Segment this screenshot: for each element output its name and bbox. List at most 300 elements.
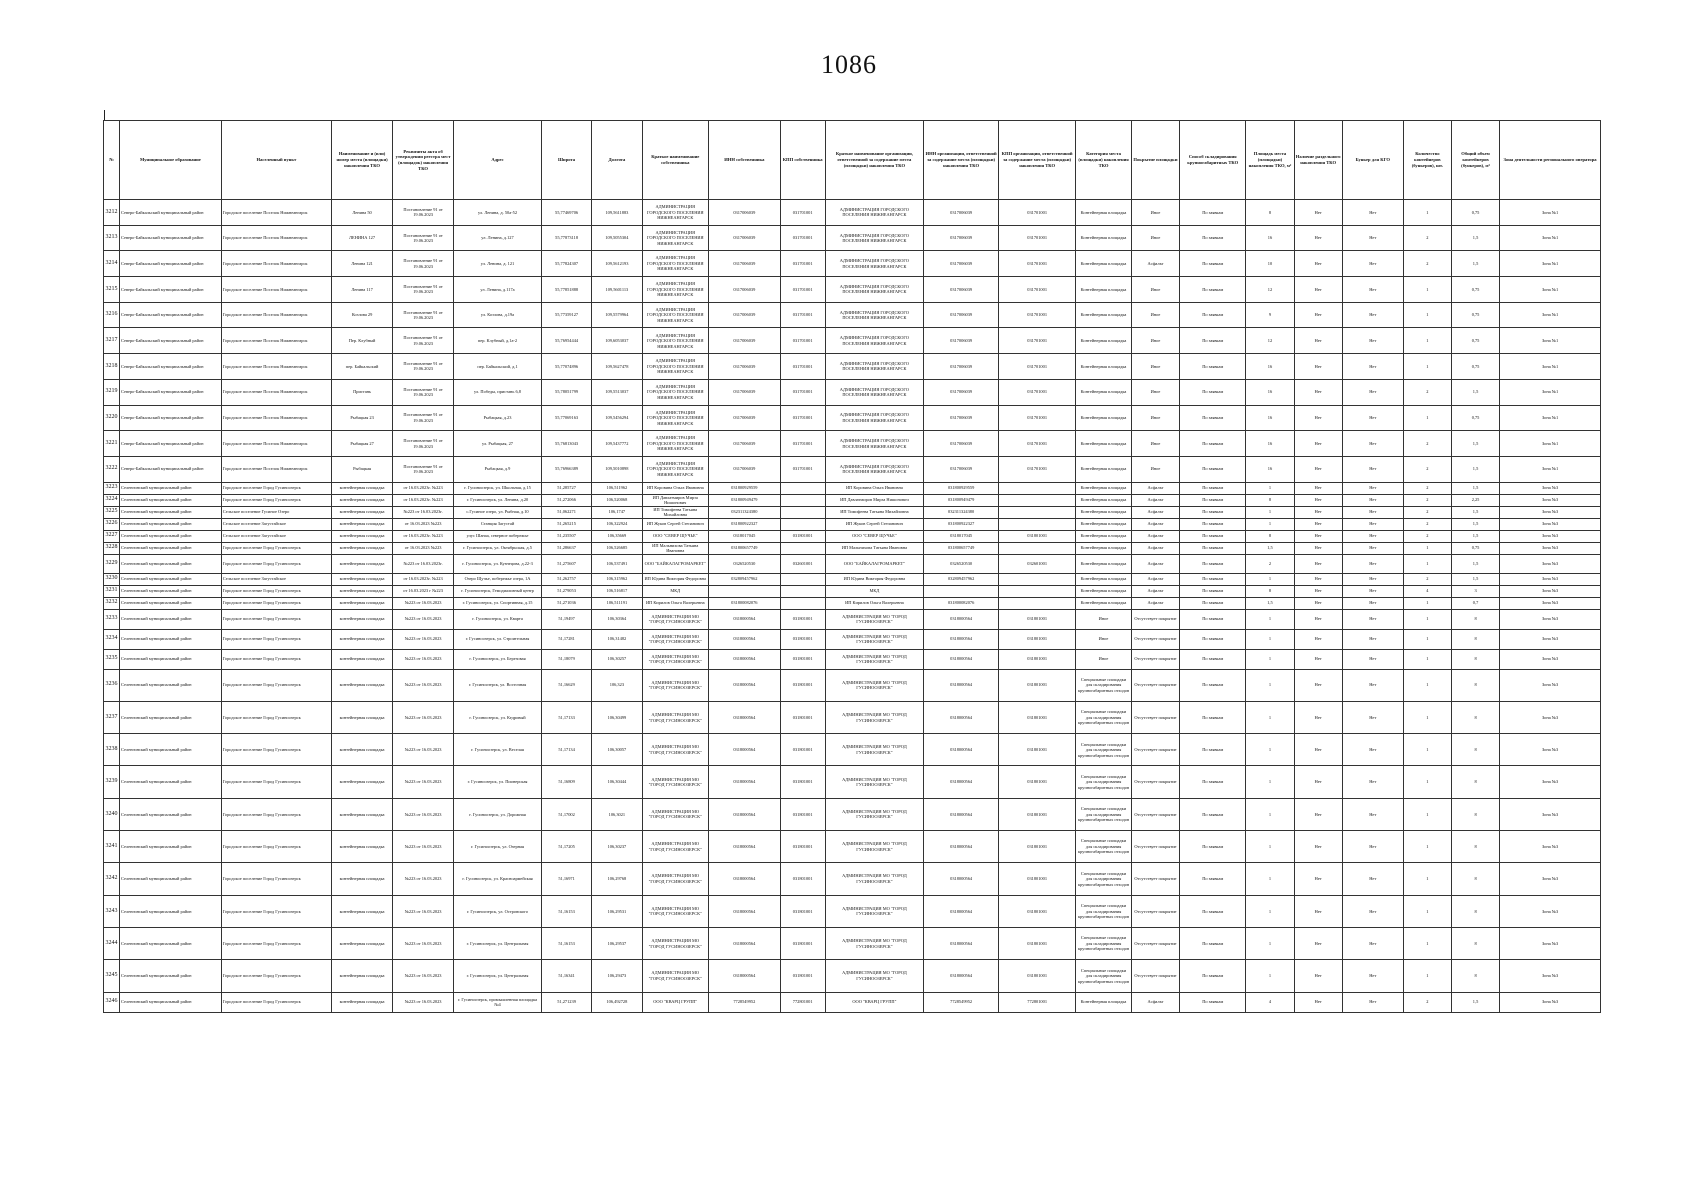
table-cell: ИП Жуков Сергей Степанович — [825, 518, 924, 530]
table-cell: Нет — [1294, 530, 1342, 542]
table-cell: Иное — [1131, 379, 1179, 405]
table-cell: 8 — [1451, 669, 1499, 701]
table-cell: АДМИНИСТРАЦИЯ МО "ГОРОД ГУСИНООЗЕРСК" — [825, 960, 924, 992]
table-body — [104, 200, 1601, 1013]
table-cell: 106,35669 — [592, 530, 642, 542]
table-cell: Городское поселение Город Гусиноозерск — [221, 585, 331, 597]
table-cell: 0,75 — [1451, 405, 1499, 431]
table-cell: 031801001 — [999, 629, 1076, 649]
table-cell: 031801001 — [999, 798, 1076, 830]
table-cell: 0,75 — [1451, 277, 1499, 303]
table-cell: АДМИНИСТРАЦИЯ ГОРОДСКОГО ПОСЕЛЕНИЯ НИЖНЕАНГАРСК — [825, 328, 924, 354]
table-cell: 8 — [1451, 927, 1499, 959]
table-cell: 772801001 — [999, 992, 1076, 1012]
table-cell — [999, 585, 1076, 597]
table-cell: ул. Ленина, д. 121 — [454, 251, 542, 277]
table-cell: Контейнерная площадка — [1076, 992, 1132, 1012]
table-cell: 0318000564 — [708, 734, 780, 766]
table-cell: 1,5 — [1451, 554, 1499, 573]
table-row — [104, 482, 1601, 494]
table-cell: АДМИНИСТРАЦИЯ МО "ГОРОД ГУСИНООЗЕРСК" — [825, 766, 924, 798]
table-cell: Городское поселение Поселок Нижнеангарск — [221, 405, 331, 431]
table-cell: Постановление 91 от 19.06.2023 — [393, 379, 454, 405]
table-cell: Городское поселение Поселок Нижнеангарск — [221, 456, 331, 482]
table-cell: ИП Давлатмиров Мирза Нишонович — [642, 494, 708, 506]
table-row — [104, 629, 1601, 649]
table-cell: 51,17205 — [541, 831, 591, 863]
table-cell: Нет — [1342, 609, 1403, 629]
table-cell: Городское поселение Поселок Нижнеангарск — [221, 431, 331, 457]
table-cell: 031701001 — [780, 328, 825, 354]
table-cell: Нет — [1342, 701, 1403, 733]
table-cell: 0318000564 — [708, 895, 780, 927]
table-cell: 51,16629 — [541, 669, 591, 701]
table-cell: Отсутствует покрытие — [1131, 649, 1179, 669]
table-cell: По заявкам — [1180, 379, 1246, 405]
table-row — [104, 798, 1601, 830]
table-cell: Городское поселение Город Гусиноозерск — [221, 669, 331, 701]
table-cell: 12 — [1246, 328, 1294, 354]
table-cell: Постановление 91 от 19.06.2023 — [393, 302, 454, 328]
table-cell: Зона №3 — [1500, 766, 1601, 798]
table-cell — [999, 482, 1076, 494]
table-cell: Нет — [1294, 456, 1342, 482]
table-cell: 109,5627478 — [592, 354, 642, 380]
table-cell: По заявкам — [1180, 766, 1246, 798]
table-cell: контейнерная площадка — [332, 554, 393, 573]
table-cell: Нет — [1342, 482, 1403, 494]
table-cell: г. Гусиноозерск, ул. Октябрьская, д.5 — [454, 542, 542, 554]
row-number-cell: 3224 — [104, 494, 120, 506]
row-number-cell: 3236 — [104, 669, 120, 701]
table-cell: Постановление 91 от 19.06.2023 — [393, 456, 454, 482]
table-row — [104, 649, 1601, 669]
table-cell: 1 — [1403, 609, 1451, 629]
table-cell: Нет — [1342, 431, 1403, 457]
table-cell: Рыбацкая 27 — [332, 431, 393, 457]
table-cell: Зона №3 — [1500, 597, 1601, 609]
table-cell: По заявкам — [1180, 585, 1246, 597]
table-cell: 0318000564 — [708, 927, 780, 959]
table-cell: Нет — [1342, 669, 1403, 701]
table-cell: АДМИНИСТРАЦИЯ ГОРОДСКОГО ПОСЕЛЕНИЯ НИЖНЕАНГАРСК — [825, 251, 924, 277]
column-header: Покрытие площадки — [1131, 121, 1179, 200]
table-cell: контейнерная площадка — [332, 960, 393, 992]
table-cell: 031801001 — [780, 798, 825, 830]
table-cell: Иное — [1076, 629, 1132, 649]
table-cell: 0318000564 — [924, 927, 999, 959]
table-cell: Асфальт — [1131, 573, 1179, 585]
table-cell: Зона №1 — [1500, 456, 1601, 482]
row-number-cell: 3227 — [104, 530, 120, 542]
table-cell: 0317006039 — [708, 379, 780, 405]
table-cell: 031701001 — [780, 200, 825, 226]
table-cell: ИП Кирилов Ольга Валерьевна — [825, 597, 924, 609]
table-cell: Отсутствует покрытие — [1131, 629, 1179, 649]
table-cell: Отсутствует покрытие — [1131, 798, 1179, 830]
table-cell: 1,5 — [1451, 456, 1499, 482]
table-row — [104, 609, 1601, 629]
table-cell: №223 от 16.03.2023 — [393, 669, 454, 701]
table-cell — [780, 573, 825, 585]
table-row — [104, 302, 1601, 328]
table-cell: По заявкам — [1180, 649, 1246, 669]
table-cell: 106,30237 — [592, 831, 642, 863]
table-cell: Нет — [1342, 895, 1403, 927]
table-cell — [999, 518, 1076, 530]
table-cell: 106,492728 — [592, 992, 642, 1012]
table-cell: 1 — [1246, 609, 1294, 629]
table-cell: Контейнерная площадка — [1076, 573, 1132, 585]
row-number-cell: 3223 — [104, 482, 120, 494]
table-cell: 0317006039 — [924, 379, 999, 405]
row-number-cell: 3246 — [104, 992, 120, 1012]
table-cell: 2 — [1403, 506, 1451, 518]
table-cell: Пристань — [332, 379, 393, 405]
table-cell: По заявкам — [1180, 542, 1246, 554]
table-cell: По заявкам — [1180, 831, 1246, 863]
table-cell: Нет — [1342, 766, 1403, 798]
table-cell: 0317006039 — [924, 200, 999, 226]
table-cell: Сельское поселение Загустайское — [221, 518, 331, 530]
table-cell: 0,75 — [1451, 328, 1499, 354]
table-row — [104, 277, 1601, 303]
table-cell: Селенгинский муниципальный район — [120, 554, 222, 573]
table-cell: ИП Мальнихова Татьяна Ивановна — [825, 542, 924, 554]
table-cell: пер. Байкальский — [332, 354, 393, 380]
table-cell: 109,5437772 — [592, 431, 642, 457]
column-header: Количество контейнеров (бункеров), шт. — [1403, 121, 1451, 200]
table-cell: 12 — [1246, 277, 1294, 303]
table-cell: Нет — [1294, 585, 1342, 597]
table-cell: 8 — [1451, 798, 1499, 830]
column-header: ИНН организации, ответственной за содержание места (площадки) накопления ТКО — [924, 121, 999, 200]
table-cell: №223 от 16.03.2023 — [393, 766, 454, 798]
table-cell: Иное — [1131, 328, 1179, 354]
table-cell — [780, 597, 825, 609]
table-cell — [999, 573, 1076, 585]
table-cell: №223 от 16.03.2023 — [393, 992, 454, 1012]
column-header: Краткое наименование организации, ответственной за содержание места (площадки) накопления ТКО — [825, 121, 924, 200]
table-cell: Контейнерная площадка — [1076, 354, 1132, 380]
table-cell: 031701001 — [999, 354, 1076, 380]
table-cell: контейнерная площадка — [332, 701, 393, 733]
table-cell: 031701001 — [999, 225, 1076, 251]
table-cell: 51,17133 — [541, 701, 591, 733]
table-cell: контейнерная площадка — [332, 831, 393, 863]
table-cell: 031701001 — [999, 328, 1076, 354]
table-cell — [999, 542, 1076, 554]
table-cell: 106,1747 — [592, 506, 642, 518]
table-cell: 51,062271 — [541, 506, 591, 518]
header-row — [104, 121, 1601, 200]
table-cell: 8 — [1451, 831, 1499, 863]
table-cell: 0318000564 — [924, 649, 999, 669]
table-cell: Нет — [1342, 277, 1403, 303]
table-cell — [780, 585, 825, 597]
table-cell: 031701001 — [999, 277, 1076, 303]
table-cell: По заявкам — [1180, 734, 1246, 766]
column-header: Муниципальное образование — [120, 121, 222, 200]
column-header: Зона деятельности регионального оператора — [1500, 121, 1601, 200]
table-cell: 1 — [1403, 831, 1451, 863]
table-cell: №223 от 16.03.2023 — [393, 609, 454, 629]
table-cell: контейнерная площадка — [332, 542, 393, 554]
table-cell: АДМИНИСТРАЦИЯ МО "ГОРОД ГУСИНООЗЕРСК" — [825, 649, 924, 669]
table-cell: Контейнерная площадка — [1076, 277, 1132, 303]
table-cell: с.Гусиное озеро, ул. Рыбная, д.10 — [454, 506, 542, 518]
table-cell: Селенгинский муниципальный район — [120, 629, 222, 649]
table-cell: АДМИНИСТРАЦИЯ МО "ГОРОД ГУСИНООЗЕРСК" — [642, 649, 708, 669]
table-cell: №223 от 16.03.2023 — [393, 649, 454, 669]
table-cell: 0,75 — [1451, 200, 1499, 226]
table-cell: Городское поселение Город Гусиноозерск — [221, 895, 331, 927]
table-cell: 51,271036 — [541, 597, 591, 609]
table-cell: Специальные площадки для складирования крупногабаритных отходов — [1076, 798, 1132, 830]
table-cell: 8 — [1451, 895, 1499, 927]
table-cell: ИП Давлатмиров Мирза Нишонович — [825, 494, 924, 506]
table-cell: 2 — [1246, 554, 1294, 573]
table-cell: АДМИНИСТРАЦИЯ МО "ГОРОД ГУСИНООЗЕРСК" — [825, 701, 924, 733]
table-cell — [924, 585, 999, 597]
table-cell: 109,5611883 — [592, 200, 642, 226]
table-cell: контейнерная площадка — [332, 506, 393, 518]
table-cell: 0318000564 — [708, 669, 780, 701]
table-cell: АДМИНИСТРАЦИЯ ГОРОДСКОГО ПОСЕЛЕНИЯ НИЖНЕАНГАРСК — [825, 405, 924, 431]
table-cell: №223 от 16.03.2023 — [393, 798, 454, 830]
table-cell: Иное — [1131, 431, 1179, 457]
table-cell: 1 — [1403, 895, 1451, 927]
table-cell: 1 — [1403, 863, 1451, 895]
table-cell: Зона №3 — [1500, 669, 1601, 701]
table-cell: пер. Клубный, д.1а-2 — [454, 328, 542, 354]
row-number-cell: 3232 — [104, 597, 120, 609]
table-cell: 031800657749 — [924, 542, 999, 554]
table-cell: ООО "БАЙКАЛАГРОМАРКЕТ" — [825, 554, 924, 573]
table-cell: Зона №3 — [1500, 482, 1601, 494]
table-cell: По заявкам — [1180, 895, 1246, 927]
table-row — [104, 734, 1601, 766]
table-row — [104, 456, 1601, 482]
table-cell: №223 от 16.03.2023г. — [393, 554, 454, 573]
table-cell: г. Гусиноозерск, промышленная площадка №4 — [454, 992, 542, 1012]
table-cell: Сельское поселение Загустайское — [221, 530, 331, 542]
table-cell: 031800922327 — [924, 518, 999, 530]
table-row — [104, 225, 1601, 251]
row-number-cell: 3235 — [104, 649, 120, 669]
table-cell: Зона №3 — [1500, 609, 1601, 629]
table-cell: По заявкам — [1180, 328, 1246, 354]
table-cell: Нет — [1342, 542, 1403, 554]
row-number-cell: 3222 — [104, 456, 120, 482]
table-cell: 0318000564 — [924, 766, 999, 798]
table-cell: Нет — [1342, 554, 1403, 573]
table-cell: 031801001 — [780, 609, 825, 629]
table-cell: №223 от 16.03.2023 — [393, 831, 454, 863]
table-cell: 1 — [1403, 669, 1451, 701]
table-cell: 031701001 — [999, 405, 1076, 431]
table-cell: 2 — [1403, 431, 1451, 457]
table-cell: Зона №1 — [1500, 302, 1601, 328]
table-cell: Нет — [1294, 518, 1342, 530]
column-header: Общий объем контейнеров (бункеров), м³ — [1451, 121, 1499, 200]
table-cell: 1 — [1246, 518, 1294, 530]
table-cell: Рыбацкая 23 — [332, 405, 393, 431]
table-cell: Асфальт — [1131, 554, 1179, 573]
table-cell: 55,77873118 — [541, 225, 591, 251]
table-cell: от 16.03.2023 г №223 — [393, 585, 454, 597]
row-number-cell: 3233 — [104, 609, 120, 629]
table-cell: Селенгинский муниципальный район — [120, 927, 222, 959]
table-cell: Контейнерная площадка — [1076, 518, 1132, 530]
table-cell: 51,17002 — [541, 798, 591, 830]
column-header: Долгота — [592, 121, 642, 200]
table-cell: 2 — [1403, 530, 1451, 542]
table-cell: 031800082076 — [924, 597, 999, 609]
table-cell: Городское поселение Город Гусиноозерск — [221, 863, 331, 895]
table-cell: Отсутствует покрытие — [1131, 701, 1179, 733]
column-header: Наименование и (или) номер места (площадки) накопления ТКО — [332, 121, 393, 200]
table-cell: 106,526685 — [592, 542, 642, 554]
table-cell: 0318000564 — [924, 669, 999, 701]
table-cell: По заявкам — [1180, 798, 1246, 830]
table-cell: 109,5010898 — [592, 456, 642, 482]
table-cell: АДМИНИСТРАЦИЯ МО "ГОРОД ГУСИНООЗЕРСК" — [825, 831, 924, 863]
page-number: 1086 — [821, 50, 877, 79]
table-cell: 031801001 — [780, 960, 825, 992]
table-cell: 0317006039 — [708, 277, 780, 303]
table-row — [104, 597, 1601, 609]
table-cell: 031801001 — [999, 895, 1076, 927]
table-cell: 031701001 — [780, 354, 825, 380]
table-cell: 031701001 — [999, 302, 1076, 328]
table-cell: Северо-Байкальский муниципальный район — [120, 379, 222, 405]
table-cell: АДМИНИСТРАЦИЯ ГОРОДСКОГО ПОСЕЛЕНИЯ НИЖНЕАНГАРСК — [642, 302, 708, 328]
table-cell: 109,5579964 — [592, 302, 642, 328]
table-cell: 51,17281 — [541, 629, 591, 649]
table-cell: Северо-Байкальский муниципальный район — [120, 431, 222, 457]
table-cell: Селенгинский муниципальный район — [120, 482, 222, 494]
table-cell: Городское поселение Город Гусиноозерск — [221, 629, 331, 649]
table-cell: 55,76954444 — [541, 328, 591, 354]
table-cell: Городское поселение Город Гусиноозерск — [221, 554, 331, 573]
table-cell: Специальные площадки для складирования крупногабаритных отходов — [1076, 734, 1132, 766]
table-cell: Асфальт — [1131, 518, 1179, 530]
table-cell: 106,520068 — [592, 494, 642, 506]
table-cell: 1 — [1246, 798, 1294, 830]
table-cell: 1,5 — [1451, 379, 1499, 405]
table-cell: Асфальт — [1131, 542, 1179, 554]
column-header: Краткое наименование собственника — [642, 121, 708, 200]
table-cell: Отсутствует покрытие — [1131, 766, 1179, 798]
table-cell: По заявкам — [1180, 573, 1246, 585]
table-cell: АДМИНИСТРАЦИЯ ГОРОДСКОГО ПОСЕЛЕНИЯ НИЖНЕАНГАРСК — [825, 456, 924, 482]
table-cell: Постановление 91 от 19.06.2023 — [393, 354, 454, 380]
table-cell: 55,77069163 — [541, 405, 591, 431]
table-cell: Зона №3 — [1500, 494, 1601, 506]
table-cell: АДМИНИСТРАЦИЯ МО "ГОРОД ГУСИНООЗЕРСК" — [642, 701, 708, 733]
table-cell — [780, 482, 825, 494]
table-cell: Нет — [1342, 927, 1403, 959]
table-cell: АДМИНИСТРАЦИЯ ГОРОДСКОГО ПОСЕЛЕНИЯ НИЖНЕАНГАРСК — [642, 379, 708, 405]
table-cell: 109,5513037 — [592, 379, 642, 405]
table-cell: Городское поселение Город Гусиноозерск — [221, 494, 331, 506]
table-cell: Селенгинский муниципальный район — [120, 863, 222, 895]
table-cell: от 16.03.2023г. №223 — [393, 573, 454, 585]
table-cell: 031801001 — [999, 669, 1076, 701]
table-cell: 031801001 — [780, 863, 825, 895]
table-cell: АДМИНИСТРАЦИЯ ГОРОДСКОГО ПОСЕЛЕНИЯ НИЖНЕАНГАРСК — [825, 354, 924, 380]
table-cell: По заявкам — [1180, 506, 1246, 518]
table-cell: По заявкам — [1180, 405, 1246, 431]
row-number-cell: 3215 — [104, 277, 120, 303]
table-cell: Зона №3 — [1500, 831, 1601, 863]
table-cell: 0318000564 — [924, 798, 999, 830]
table-cell: г. Гусиноозерск, ул. Кедровый — [454, 701, 542, 733]
table-cell: Нет — [1342, 597, 1403, 609]
table-cell: 0317006039 — [924, 431, 999, 457]
table-cell: Асфальт — [1131, 494, 1179, 506]
table-cell: 109,5055304 — [592, 225, 642, 251]
table-cell: 2 — [1403, 456, 1451, 482]
table-cell: 106,511962 — [592, 482, 642, 494]
table-cell: Городское поселение Город Гусиноозерск — [221, 927, 331, 959]
table-cell: Асфальт — [1131, 506, 1179, 518]
table-cell: г. Гусиноозерск, ул. Кварта — [454, 609, 542, 629]
table-cell: АДМИНИСТРАЦИЯ ГОРОДСКОГО ПОСЕЛЕНИЯ НИЖНЕАНГАРСК — [642, 354, 708, 380]
table-cell: №223 от 16.03.2023 — [393, 927, 454, 959]
table-cell: 7728549952 — [708, 992, 780, 1012]
table-cell: 106,29473 — [592, 960, 642, 992]
table-cell: г. Гусиноозерск, ул. Центральная — [454, 960, 542, 992]
table-cell: Селенгинский муниципальный район — [120, 542, 222, 554]
table-cell: 51,16153 — [541, 895, 591, 927]
table-cell: 0317006039 — [708, 225, 780, 251]
margin-rule — [104, 110, 105, 120]
table-cell: Зона №3 — [1500, 960, 1601, 992]
table-cell: Нет — [1294, 302, 1342, 328]
table-cell: Иное — [1076, 649, 1132, 669]
row-number-cell: 3218 — [104, 354, 120, 380]
table-cell: 106,3021 — [592, 798, 642, 830]
table-cell: Селенгинский муниципальный район — [120, 494, 222, 506]
table-cell: ООО "КВАРЦ ГРУПП" — [825, 992, 924, 1012]
table-cell: ЛЕНИНА 127 — [332, 225, 393, 251]
table-cell: 0,75 — [1451, 302, 1499, 328]
table-cell: 0318000564 — [708, 831, 780, 863]
table-cell: Городское поселение Город Гусиноозерск — [221, 701, 331, 733]
table-cell: Зона №3 — [1500, 585, 1601, 597]
table-cell: Контейнерная площадка — [1076, 494, 1132, 506]
row-number-cell: 3229 — [104, 554, 120, 573]
table-cell: 1,5 — [1451, 506, 1499, 518]
table-cell: 031800922327 — [708, 518, 780, 530]
column-header: Способ складирования крупногабаритных ТКО — [1180, 121, 1246, 200]
table-cell: Селенгинский муниципальный район — [120, 734, 222, 766]
column-header: Бункер для КГО — [1342, 121, 1403, 200]
table-cell: 55,77074896 — [541, 354, 591, 380]
table-cell: Специальные площадки для складирования крупногабаритных отходов — [1076, 701, 1132, 733]
table-cell: Постановление 91 от 19.06.2023 — [393, 225, 454, 251]
table-cell: Контейнерная площадка — [1076, 530, 1132, 542]
table-cell: Северо-Байкальский муниципальный район — [120, 277, 222, 303]
table-cell: АДМИНИСТРАЦИЯ МО "ГОРОД ГУСИНООЗЕРСК" — [825, 927, 924, 959]
table-cell: Иное — [1131, 405, 1179, 431]
table-cell: №223 от 16.03.2023 — [393, 629, 454, 649]
table-cell: 0,7 — [1451, 597, 1499, 609]
table-cell: от 16.03.2023 №223 — [393, 518, 454, 530]
row-number-cell: 3240 — [104, 798, 120, 830]
